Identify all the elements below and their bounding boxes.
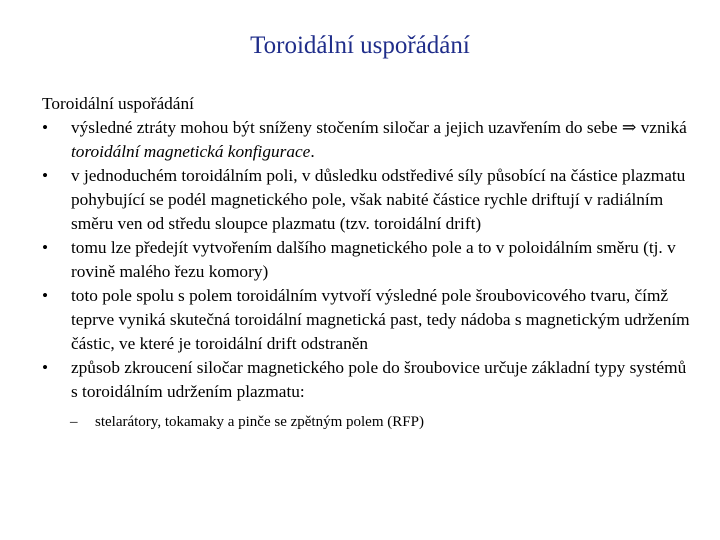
- slide-title: Toroidální uspořádání: [250, 32, 470, 59]
- section-heading: Toroidální uspořádání: [42, 94, 194, 113]
- bullet-item-1: [42, 116, 692, 164]
- bullet-text: způsob zkroucení siločar magnetického pole do šroubovice určuje základní typy systémů s toroidálním udržením plazmatu:: [71, 358, 687, 401]
- bullet-marker: •: [42, 286, 49, 305]
- slide-content: [42, 92, 692, 433]
- bullet-item-5: [42, 356, 692, 404]
- bullet-text-after: .: [310, 142, 315, 161]
- bullet-marker: •: [42, 166, 49, 185]
- bullet-text: v jednoduchém toroidálním poli, v důsledku odstředivé síly působící na částice plazmatu pohybující se podél magnetického pole, však nabité částice rychle driftují v radiálním směru ven od středu sloupce plazmatu (tzv. toroidální drift): [71, 166, 686, 233]
- bullet-marker: •: [42, 118, 49, 137]
- bullet-text: tomu lze předejít vytvořením dalšího magnetického pole a to v poloidálním směru (tj. v rovině malého řezu komory): [71, 238, 676, 281]
- bullet-text-italic: toroidální magnetická konfigurace: [71, 142, 311, 161]
- implies-arrow-icon: ⇒: [621, 118, 637, 137]
- bullet-text-mid: vzniká: [636, 118, 687, 137]
- bullet-item-2: [42, 164, 692, 236]
- bullet-text: toto pole spolu s polem toroidálním vytvoří výsledné pole šroubovicového tvaru, čímž teprve vyniká skutečná toroidální magnetická past, tedy nádoba s magnetickým udržením částic, ve které je toroidální drift odstraněn: [71, 286, 690, 353]
- sub-bullet-item: [42, 411, 692, 433]
- bullet-item-3: [42, 236, 692, 284]
- sub-bullet-text: stelarátory, tokamaky a pinče se zpětným polem (RFP): [95, 414, 424, 430]
- bullet-marker: •: [42, 358, 49, 377]
- bullet-marker: •: [42, 238, 49, 257]
- sub-bullet-marker: –: [70, 414, 78, 430]
- bullet-text-before: výsledné ztráty mohou být sníženy stočením siločar a jejich uzavřením do sebe: [71, 118, 622, 137]
- bullet-item-4: [42, 284, 692, 356]
